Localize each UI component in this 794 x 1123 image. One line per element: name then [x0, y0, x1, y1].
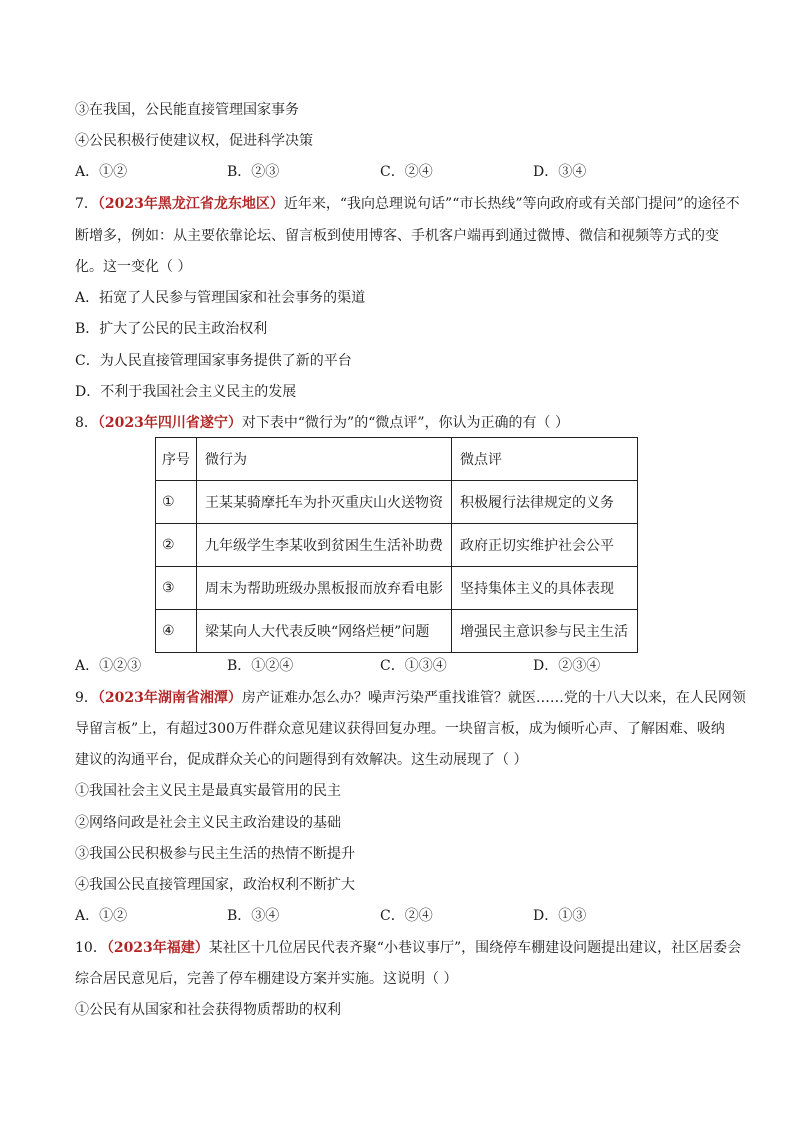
q9-statement-4: ④我国公民直接管理国家，政治权利不断扩大 — [75, 877, 355, 893]
q10-stem-text: 某社区十几位居民代表齐聚“小巷议事厅”，围绕停车棚建设问题提出建议，社区居委会 — [208, 940, 742, 956]
q6-option-a[interactable]: A．①② — [75, 164, 128, 180]
q7-option-b[interactable]: B．扩大了公民的民主政治权利 — [75, 321, 268, 337]
row-comment: 增强民主意识参与民主生活 — [452, 610, 638, 653]
q9-stem-line3: 建议的沟通平台，促成群众关心的问题得到有效解决。这生动展现了（ ） — [75, 752, 528, 768]
q9-stem-line1 — [75, 688, 746, 708]
q8-option-b[interactable]: B．①②④ — [227, 658, 294, 674]
q6-option-c[interactable]: C．②④ — [380, 164, 433, 180]
q10-number: 10． — [75, 940, 107, 956]
q8-stem — [75, 413, 569, 433]
q9-source: （2023年湖南省湘潭） — [97, 690, 242, 706]
q8-option-a[interactable]: A．①②③ — [75, 658, 142, 674]
row-index: ④ — [156, 610, 197, 653]
q9-option-b[interactable]: B．③④ — [227, 908, 280, 924]
q8-stem-text: 对下表中“微行为”的“微点评”，你认为正确的有（ ） — [241, 415, 569, 431]
q7-number: 7． — [75, 196, 98, 212]
row-behavior: 王某某骑摩托车为扑灭重庆山火送物资 — [197, 481, 452, 524]
q7-stem-line1 — [75, 194, 740, 214]
q9-number: 9． — [75, 690, 98, 706]
statement-4: ④公民积极行使建议权，促进科学决策 — [75, 133, 313, 149]
q8-option-d[interactable]: D．②③④ — [533, 658, 601, 674]
header-index: 序号 — [156, 438, 197, 481]
q8-option-c[interactable]: C．①③④ — [380, 658, 447, 674]
row-index: ③ — [156, 567, 197, 610]
q8-source: （2023年四川省遂宁） — [97, 415, 242, 431]
q7-option-c[interactable]: C．为人民直接管理国家事务提供了新的平台 — [75, 353, 352, 369]
header-comment: 微点评 — [452, 438, 638, 481]
q9-stem-text: 房产证难办怎么办？噪声污染严重找谁管？就医……党的十八大以来，在人民网领 — [241, 690, 746, 706]
q9-statement-1: ①我国社会主义民主是最真实最管用的民主 — [75, 783, 341, 799]
q10-source: （2023年福建） — [106, 940, 209, 956]
table-row — [156, 567, 638, 610]
statement-3: ③在我国，公民能直接管理国家事务 — [75, 102, 299, 118]
q7-stem-line2: 断增多，例如：从主要依靠论坛、留言板到使用博客、手机客户端再到通过微博、微信和视频等方式的变 — [75, 228, 719, 244]
q7-stem-line3: 化。这一变化（ ） — [75, 259, 192, 275]
q9-option-c[interactable]: C．②④ — [380, 908, 433, 924]
q9-stem-line2: 导留言板”上，有超过300万件群众意见建议获得回复办理。一块留言板，成为倾听心声、了解困难、吸纳 — [75, 721, 725, 737]
table-header-row — [156, 438, 638, 481]
row-index: ① — [156, 481, 197, 524]
table-row — [156, 481, 638, 524]
q6-option-d[interactable]: D．③④ — [533, 164, 587, 180]
q7-source: （2023年黑龙江省龙东地区） — [97, 196, 284, 212]
q10-stem-line1 — [75, 938, 741, 958]
row-comment: 政府正切实维护社会公平 — [452, 524, 638, 567]
q7-stem-text: 近年来，“我向总理说句话”“市长热线”等向政府或有关部门提问”的途径不 — [283, 196, 740, 212]
q7-option-a[interactable]: A．拓宽了人民参与管理国家和社会事务的渠道 — [75, 290, 366, 306]
row-comment: 坚持集体主义的具体表现 — [452, 567, 638, 610]
row-behavior: 周末为帮助班级办黑板报而放弃看电影 — [197, 567, 452, 610]
table-row — [156, 610, 638, 653]
q8-number: 8． — [75, 415, 98, 431]
q9-option-d[interactable]: D．①③ — [533, 908, 587, 924]
q10-statement-1: ①公民有从国家和社会获得物质帮助的权利 — [75, 1002, 341, 1018]
q10-stem-line2: 综合居民意见后，完善了停车棚建设方案并实施。这说明（ ） — [75, 971, 458, 987]
table-row — [156, 524, 638, 567]
row-behavior: 梁某向人大代表反映“网络烂梗”问题 — [197, 610, 452, 653]
q9-statement-2: ②网络问政是社会主义民主政治建设的基础 — [75, 815, 341, 831]
micro-behavior-table — [155, 437, 638, 653]
row-behavior: 九年级学生李某收到贫困生生活补助费 — [197, 524, 452, 567]
row-index: ② — [156, 524, 197, 567]
q6-option-b[interactable]: B．②③ — [227, 164, 280, 180]
q9-option-a[interactable]: A．①② — [75, 908, 128, 924]
header-behavior: 微行为 — [197, 438, 452, 481]
q9-statement-3: ③我国公民积极参与民主生活的热情不断提升 — [75, 846, 355, 862]
row-comment: 积极履行法律规定的义务 — [452, 481, 638, 524]
q7-option-d[interactable]: D．不利于我国社会主义民主的发展 — [75, 384, 297, 400]
